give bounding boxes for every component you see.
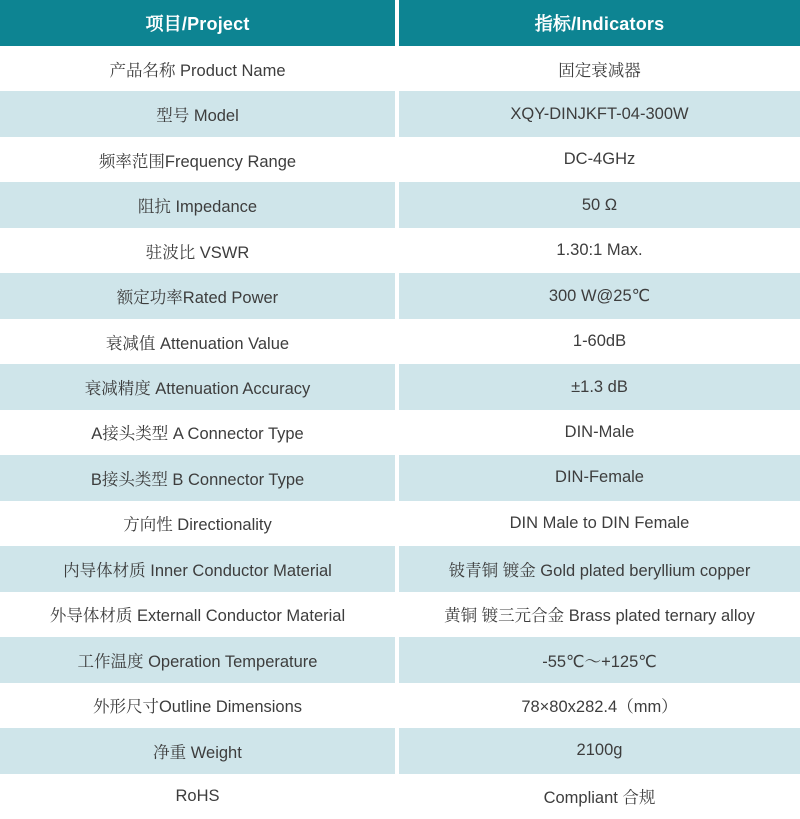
project-cell: 净重 Weight — [0, 728, 399, 773]
project-cell: 外形尺寸Outline Dimensions — [0, 683, 399, 728]
project-cell: 工作温度 Operation Temperature — [0, 637, 399, 682]
table-row — [0, 364, 800, 409]
indicator-cell: Compliant 合规 — [543, 789, 656, 808]
project-cell: 内导体材质 Inner Conductor Material — [0, 546, 399, 591]
table-row — [0, 501, 800, 546]
table-row — [0, 455, 800, 500]
indicator-cell: XQY-DINJKFT-04-300W — [510, 104, 689, 123]
project-cell: 方向性 Directionality — [0, 501, 399, 546]
indicator-cell: 50 Ω — [581, 195, 618, 214]
indicator-cell: 300 W@25℃ — [548, 287, 651, 306]
project-cell: RoHS — [0, 774, 399, 819]
indicator-cell: DC-4GHz — [563, 150, 636, 169]
project-cell: 驻波比 VSWR — [0, 228, 399, 273]
table-row — [0, 91, 800, 136]
table-body — [0, 46, 800, 819]
indicator-cell: 1.30:1 Max. — [556, 241, 643, 260]
table-row — [0, 683, 800, 728]
indicator-cell: ±1.3 dB — [571, 377, 628, 396]
project-cell: 额定功率Rated Power — [0, 273, 399, 318]
indicator-cell: 1-60dB — [572, 332, 627, 351]
table-row — [0, 228, 800, 273]
indicator-cell: 黄铜 镀三元合金 Brass plated ternary alloy — [444, 607, 755, 626]
indicator-cell: 固定衰减器 — [558, 61, 641, 80]
project-cell: 型号 Model — [0, 91, 399, 136]
table-row — [0, 546, 800, 591]
indicator-cell: 78×80x282.4（mm） — [521, 698, 678, 717]
project-cell: 外导体材质 Externall Conductor Material — [0, 592, 399, 637]
project-cell: 衰减值 Attenuation Value — [0, 319, 399, 364]
indicator-cell: DIN-Male — [564, 422, 635, 441]
table-row — [0, 728, 800, 773]
project-cell: 频率范围Frequency Range — [0, 137, 399, 182]
indicator-cell: 2100g — [576, 741, 623, 760]
table-row — [0, 137, 800, 182]
table-row — [0, 637, 800, 682]
table-row — [0, 46, 800, 91]
project-cell: 阻抗 Impedance — [0, 182, 399, 227]
table-row — [0, 410, 800, 455]
table-row — [0, 319, 800, 364]
header-indicators: 指标/Indicators — [399, 0, 800, 46]
table-header-row — [0, 0, 800, 46]
table-row — [0, 273, 800, 318]
header-project: 项目/Project — [0, 0, 399, 46]
table-row — [0, 774, 800, 819]
project-cell: A接头类型 A Connector Type — [0, 410, 399, 455]
table-row — [0, 182, 800, 227]
project-cell: 衰减精度 Attenuation Accuracy — [0, 364, 399, 409]
table-row — [0, 592, 800, 637]
indicator-cell: DIN Male to DIN Female — [509, 513, 690, 532]
indicator-cell: -55℃～+125℃ — [542, 652, 657, 671]
project-cell: 产品名称 Product Name — [0, 46, 399, 91]
project-cell: B接头类型 B Connector Type — [0, 455, 399, 500]
indicator-cell: DIN-Female — [555, 468, 644, 487]
indicator-cell: 铍青铜 镀金 Gold plated beryllium copper — [448, 561, 751, 580]
